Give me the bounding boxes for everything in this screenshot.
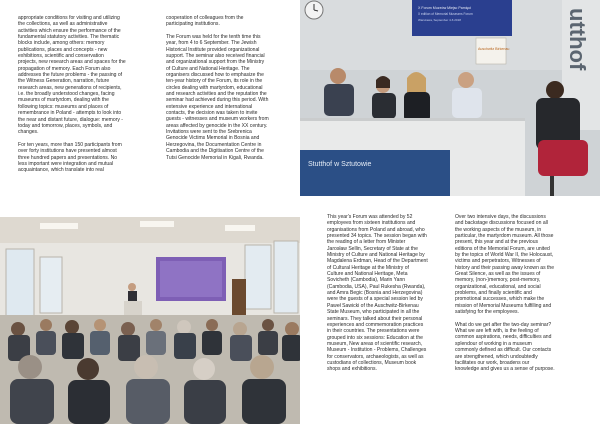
paragraph: This year's Forum was attended by 52 employees from sixteen institutions and organisations from Poland and abroad, who presented 34 topics. The session began with the reading of a letter from Minister Jarosław Sellin, Secretary of State at the Ministry of Culture and National Heritage by Magdalena Erdman, Head of the Department of Cultural Heritage at the Ministry of Culture and National Heritage, Meta Sovicheth (Cambodia), Marin Yann (Cambodia, USA), Paul Rukesha (Rwanda), and Amra Begic (Bosnia and Herzegovina) were the guests of a special session led by Paweł Sawicki of the Auschwitz-Birkenau State Museum, who participated in all the seminars. They talked about their personal experiences and commemoration practices in their countries. The presentations were grouped into six sessions: Education at the museum, New areas of scientific research, Museum - Institution - Problems, Challenges for conservators, archaeologists, as well as custodians of collections, Museum book shops and exhibitions. xyxy=(327,214,428,373)
window xyxy=(245,245,271,309)
wall-text: utthof xyxy=(565,8,590,71)
paragraph: cooperation of colleagues from the participating institutions. xyxy=(166,15,244,28)
window xyxy=(274,241,298,313)
screen-line-2: X edition of Memorial Museums Forum xyxy=(418,12,473,16)
screen-line-1: X Forum Muzeów Miejsc Pamięci xyxy=(418,6,472,10)
banner-text: Stutthof w Sztutowie xyxy=(308,161,372,168)
chair xyxy=(538,140,588,176)
audience-photo xyxy=(0,217,300,424)
text-column-3 xyxy=(327,214,448,379)
paragraph: appropriate conditions for visiting and utilizing the collections, as well as administrative activities which ensure the performance of the fundamental statutory activities. The thematic blocks include, among others: memory publications, places and concepts - new exhibitions, scientific and conservation projects, new research areas and spaces for the propagation of memory. Each Forum also addresses the future problems - the passing of the Witness Generation, narration, future research areas, new generations of recipients, i.e. the broadly understood changes, facing museums of martyrdom, dealing with the following topics: museums and places of remembrance in Poland - attempts to look into the near and distant future, dialogue: memory - today and tomorrow, places, symbols, and changes. xyxy=(18,15,126,136)
sign-text: Auschwitz Birkenau xyxy=(478,47,510,51)
panel-photo xyxy=(300,0,600,196)
text-column-2 xyxy=(166,15,300,167)
text-column-1 xyxy=(18,15,156,180)
paragraph: The Forum was held for the tenth time this year, from 4 to 6 September. The Jewish Historical Institute provided organizational support. The seminar also received financial and organizational support from the Ministry of Culture and National Heritage. The organisers discussed how to emphasize the ten-year history of the Forum, its role in the circles dealing with martyrdom, educational and research activities and the reputation the seminar had achieved during this period. With extensive experience and international contacts, the decision was taken to invite guests - witnesses and museum workers from areas affected by genocide in the XX century. Invitations were sent to the Srebrenica Genocide Victims Memorial in Bosnia and Herzegovina, the Documentation Centre in Cambodia and the Digitisation Centre of the Tutsi Genocide Memorial in Kigali, Rwanda. xyxy=(166,33,269,161)
sign xyxy=(476,38,506,64)
window xyxy=(6,249,34,319)
paragraph: Over two intensive days, the discussions and backstage discussions focused on all the working aspects of the museum, in particular, the martyrdom museum. All those present, this year and at the previous editions of the Memorial Forum, are united by the topics of World War II, the Holocaust, victims and perpetrators, Witnesses of history and their passing away known as the Great Silence, as well as the issues of memory, (non-)memory, post-memory, organizational, educational, and social problems, and finally scientific and promotional successes, which make the mission of Memorial Museums fulfilling and satisfying for the employees. xyxy=(455,214,555,316)
paragraph: What do we get after the two-day seminar? What we are left with, is the feeling of common aspirations, needs, difficulties and splendour of working in a museum commonly defined as difficult. Our contacts are strengthened, which undoubtedly facilitates our work, broadens our knowledge and gives us a sense of purpose. xyxy=(455,321,555,373)
paragraph: For ten years, more than 150 participants from over forty institutions have presented almost three hundred papers and presentations. No less important were integration and mutual acquaintance, which translate into real xyxy=(18,141,122,174)
speaker xyxy=(128,283,136,291)
text-column-4 xyxy=(455,214,583,379)
banner xyxy=(300,150,450,196)
window xyxy=(40,257,62,313)
screen-line-3: Warszawa, September 4-6 2018 xyxy=(418,18,461,22)
